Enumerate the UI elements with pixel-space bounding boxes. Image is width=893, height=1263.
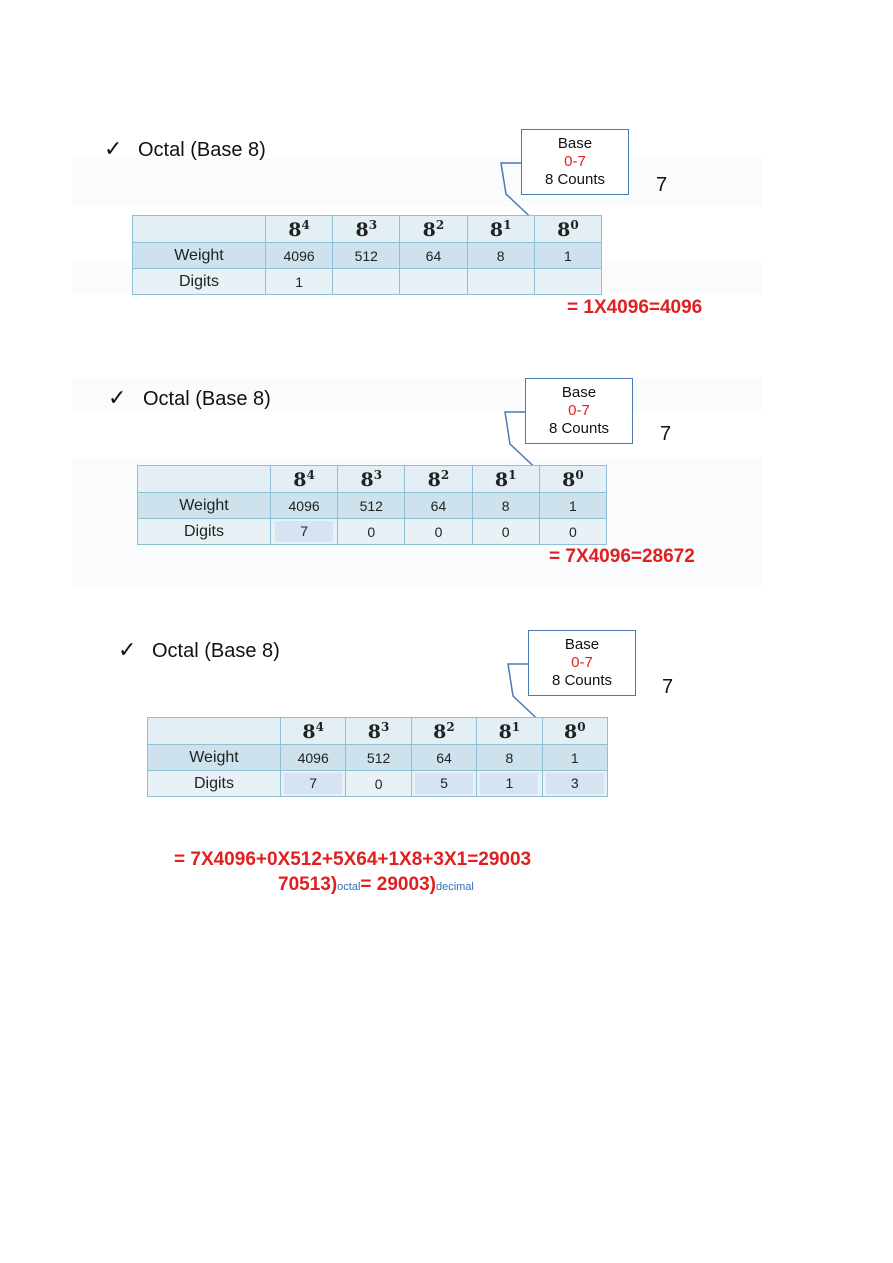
digit-value: 5 <box>415 773 473 794</box>
result-equation: = 1X4096=4096 <box>567 297 703 318</box>
section-heading: Octal (Base 8) <box>143 388 271 410</box>
weight-cell: 1 <box>542 745 607 771</box>
place-value-table <box>147 717 608 797</box>
power-cell: $8^0$ <box>542 718 607 745</box>
digit-cell <box>542 771 607 797</box>
digit-value: 7 <box>275 521 333 542</box>
base-callout-box <box>528 630 636 696</box>
weight-cell: 512 <box>338 493 405 519</box>
digit-cell: 1 <box>266 269 333 295</box>
powers-row <box>148 718 608 745</box>
power-cell: $8^4$ <box>271 466 338 493</box>
digit-cell: 0 <box>346 771 411 797</box>
power-cell: $8^2$ <box>411 718 476 745</box>
weight-cell: 8 <box>477 745 542 771</box>
weight-cell: 4096 <box>271 493 338 519</box>
weight-label: Weight <box>133 243 266 269</box>
weight-cell: 1 <box>539 493 606 519</box>
weight-cell: 4096 <box>266 243 333 269</box>
digit-value: 3 <box>546 773 604 794</box>
weight-label: Weight <box>148 745 281 771</box>
power-cell: $8^1$ <box>472 466 539 493</box>
base-range: 0-7 <box>564 153 586 170</box>
section-heading: Octal (Base 8) <box>152 640 280 662</box>
weight-label: Weight <box>138 493 271 519</box>
power-cell: $8^3$ <box>346 718 411 745</box>
base-counts: 8 Counts <box>551 672 613 689</box>
power-cell: $8^2$ <box>400 216 467 243</box>
base-counts: 8 Counts <box>548 420 610 437</box>
side-value: 7 <box>660 423 672 445</box>
weight-cell: 64 <box>400 243 467 269</box>
base-range: 0-7 <box>571 654 593 671</box>
power-cell: $8^1$ <box>467 216 534 243</box>
final-equation: = 7X4096+0X512+5X64+1X8+3X1=29003 <box>174 849 532 870</box>
check-icon: ✓ <box>118 637 137 662</box>
weight-cell: 64 <box>411 745 476 771</box>
weight-cell: 64 <box>405 493 472 519</box>
power-cell: $8^0$ <box>534 216 601 243</box>
conversion-result <box>278 874 474 896</box>
power-cell: $8^4$ <box>266 216 333 243</box>
power-cell: $8^3$ <box>333 216 400 243</box>
corner-cell <box>148 718 281 745</box>
base-range: 0-7 <box>568 402 590 419</box>
power-cell: $8^2$ <box>405 466 472 493</box>
digit-value: 1 <box>480 773 538 794</box>
digit-cell <box>477 771 542 797</box>
decimal-subscript: decimal <box>435 881 474 893</box>
digits-label: Digits <box>148 771 281 797</box>
octal-subscript: octal <box>337 881 361 893</box>
digits-label: Digits <box>138 519 271 545</box>
power-cell: $8^0$ <box>539 466 606 493</box>
section-heading: Octal (Base 8) <box>138 139 266 161</box>
digit-cell: 0 <box>338 519 405 545</box>
weight-cell: 512 <box>346 745 411 771</box>
power-cell: $8^3$ <box>338 466 405 493</box>
check-icon: ✓ <box>108 385 127 410</box>
weight-cell: 1 <box>534 243 601 269</box>
digit-cell: 0 <box>405 519 472 545</box>
base-title: Base <box>557 135 593 152</box>
power-cell: $8^1$ <box>477 718 542 745</box>
digits-row <box>148 771 608 797</box>
check-icon: ✓ <box>104 136 123 161</box>
digit-cell: 0 <box>472 519 539 545</box>
digits-label: Digits <box>133 269 266 295</box>
octal-value: 70513) <box>278 874 338 895</box>
power-cell: $8^4$ <box>281 718 346 745</box>
side-value: 7 <box>656 174 668 196</box>
base-title: Base <box>561 384 597 401</box>
digit-value: 7 <box>284 773 342 794</box>
weight-cell: 8 <box>472 493 539 519</box>
decimal-value: = 29003) <box>360 874 436 895</box>
base-title: Base <box>564 636 600 653</box>
base-counts: 8 Counts <box>544 171 606 188</box>
result-equation: = 7X4096=28672 <box>549 546 695 567</box>
weight-row <box>148 745 608 771</box>
digit-cell <box>281 771 346 797</box>
weight-cell: 4096 <box>281 745 346 771</box>
weight-cell: 8 <box>467 243 534 269</box>
side-value: 7 <box>662 676 674 698</box>
digit-cell <box>411 771 476 797</box>
digit-cell: 0 <box>539 519 606 545</box>
weight-cell: 512 <box>333 243 400 269</box>
